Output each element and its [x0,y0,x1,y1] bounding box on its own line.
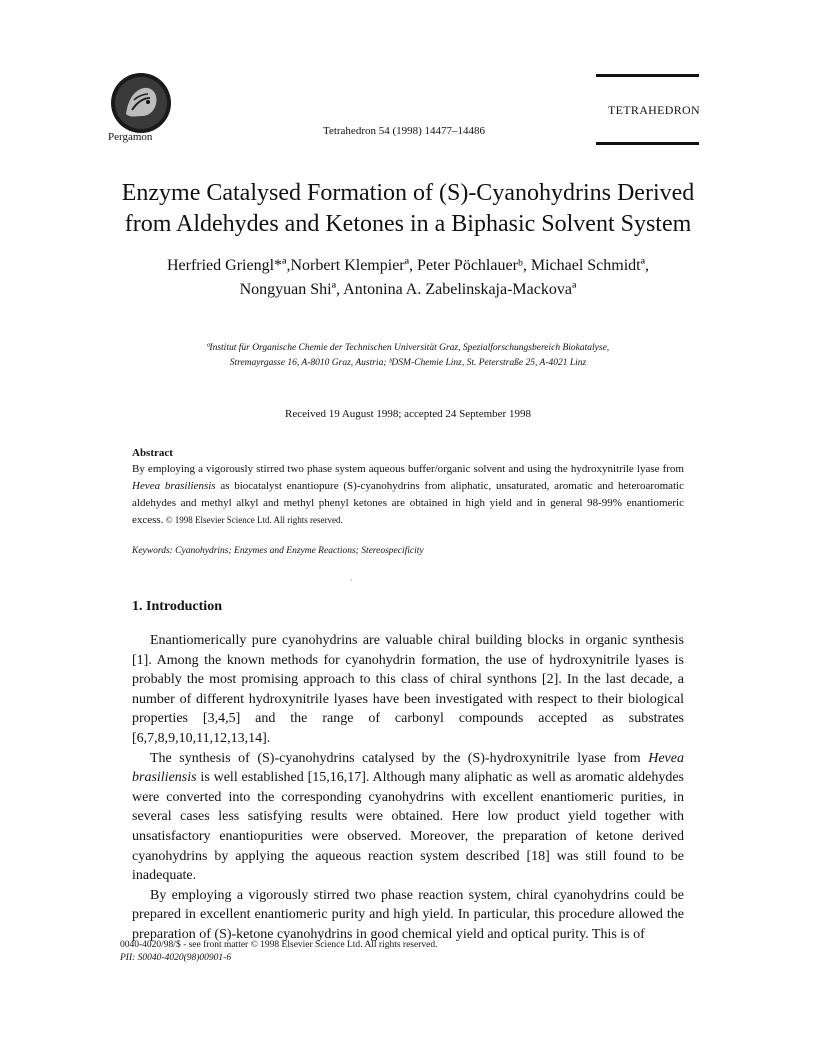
header-rule-bottom [596,142,699,145]
affiliation-line-1: ªInstitut für Organische Chemie der Technischen Universität Graz, Spezialforschungsbereich Biokatalyse, [206,343,610,353]
elsevier-tree-logo-icon [108,70,178,140]
publisher-logo [108,70,178,140]
section-heading: 1. Introduction [132,599,222,614]
section-body [132,631,684,945]
authors-line-2: Nongyuan Shiª, Antonina A. Zabelinskaja-Mackovaª [239,281,577,298]
publisher-name: Pergamon [108,131,153,143]
paragraph-2 [132,749,684,886]
authors-line-1: Herfried Griengl*ª,Norbert Klempierª, Peter Pöchlauerᵇ, Michael Schmidtª, [166,257,650,274]
affiliations [150,341,666,371]
title-line-2: from Aldehydes and Ketones in a Biphasic Solvent System [124,211,692,237]
paragraph-3: By employing a vigorously stirred two phase reaction system, chiral cyanohydrins could be prepared in excellent enantiomeric purity and high yield. In particular, this procedure allowed the preparation of (S)-ketone cyanohydrins in good chemical yield and optical purity. This is of [132,887,684,942]
footer-copyright: 0040-4020/98/$ - see front matter © 1998 Elsevier Science Ltd. All rights reserved. [120,940,438,950]
abstract-part-1: By employing a vigorously stirred two phase system aqueous buffer/organic solvent and using the hydroxynitrile lyase from [132,463,684,475]
abstract-species: Hevea brasiliensis [132,480,216,492]
journal-reference: Tetrahedron 54 (1998) 14477–14486 [323,125,486,137]
abstract-part-2: as biocatalyst enantiopure (S)-cyanohydrins from aliphatic, unsaturated, aromatic and heteroaromatic aldehydes and methyl alkyl and methyl phenyl ketones are obtained in high yield and in general 98-99% enantiomeric excess. [132,480,684,526]
paragraph-1: Enantiomerically pure cyanohydrins are valuable chiral building blocks in organic synthesis [1]. Among the known methods for cyanohydrin formation, the use of hydroxynitrile lyases is probably the most promising approach to this class of chiral synthons [2]. In the last decade, a number of different hydroxynitrile lyases have been investigated with respect to their biological properties [3,4,5] and the range of carbonyl compounds accepted as substrates [6,7,8,9,10,11,12,13,14]. [132,633,684,746]
stray-mark: · [350,576,353,585]
abstract-heading: Abstract [132,447,173,459]
footer [120,939,437,965]
footer-pii: PII: S0040-4020(98)00901-6 [120,953,232,963]
abstract-text [132,461,684,529]
abstract-copyright: © 1998 Elsevier Science Ltd. All rights reserved. [163,515,343,525]
header-rule-top [596,74,699,77]
author-list [100,254,716,302]
paragraph-2-part-2: is well established [15,16,17]. Although many aliphatic as well as aromatic aldehydes were converted into the corresponding cyanohydrins with excellent enantiomeric purities, in several cases less satisfying results were obtained. Here low product yield together with unsatisfactory enantiopurities were observed. Moreover, the preparation of ketone derived cyanohydrins by applying the aqueous reaction system described [18] was still found to be inadequate. [132,770,684,884]
article-title [100,178,716,240]
received-accepted-dates: Received 19 August 1998; accepted 24 September 1998 [285,408,531,420]
paragraph-2-species: Hevea brasiliensis [132,750,684,786]
paragraph-2-part-1: The synthesis of (S)-cyanohydrins catalysed by the (S)-hydroxynitrile lyase from [150,750,649,766]
keywords: Keywords: Cyanohydrins; Enzymes and Enzyme Reactions; Stereospecificity [132,546,424,556]
affiliation-line-2: Stremayrgasse 16, A-8010 Graz, Austria; ᵇDSM-Chemie Linz, St. Peterstraße 25, A-4021 Linz [229,358,587,368]
title-line-1: Enzyme Catalysed Formation of (S)-Cyanohydrins Derived [121,180,695,206]
journal-name: TETRAHEDRON [608,103,700,117]
